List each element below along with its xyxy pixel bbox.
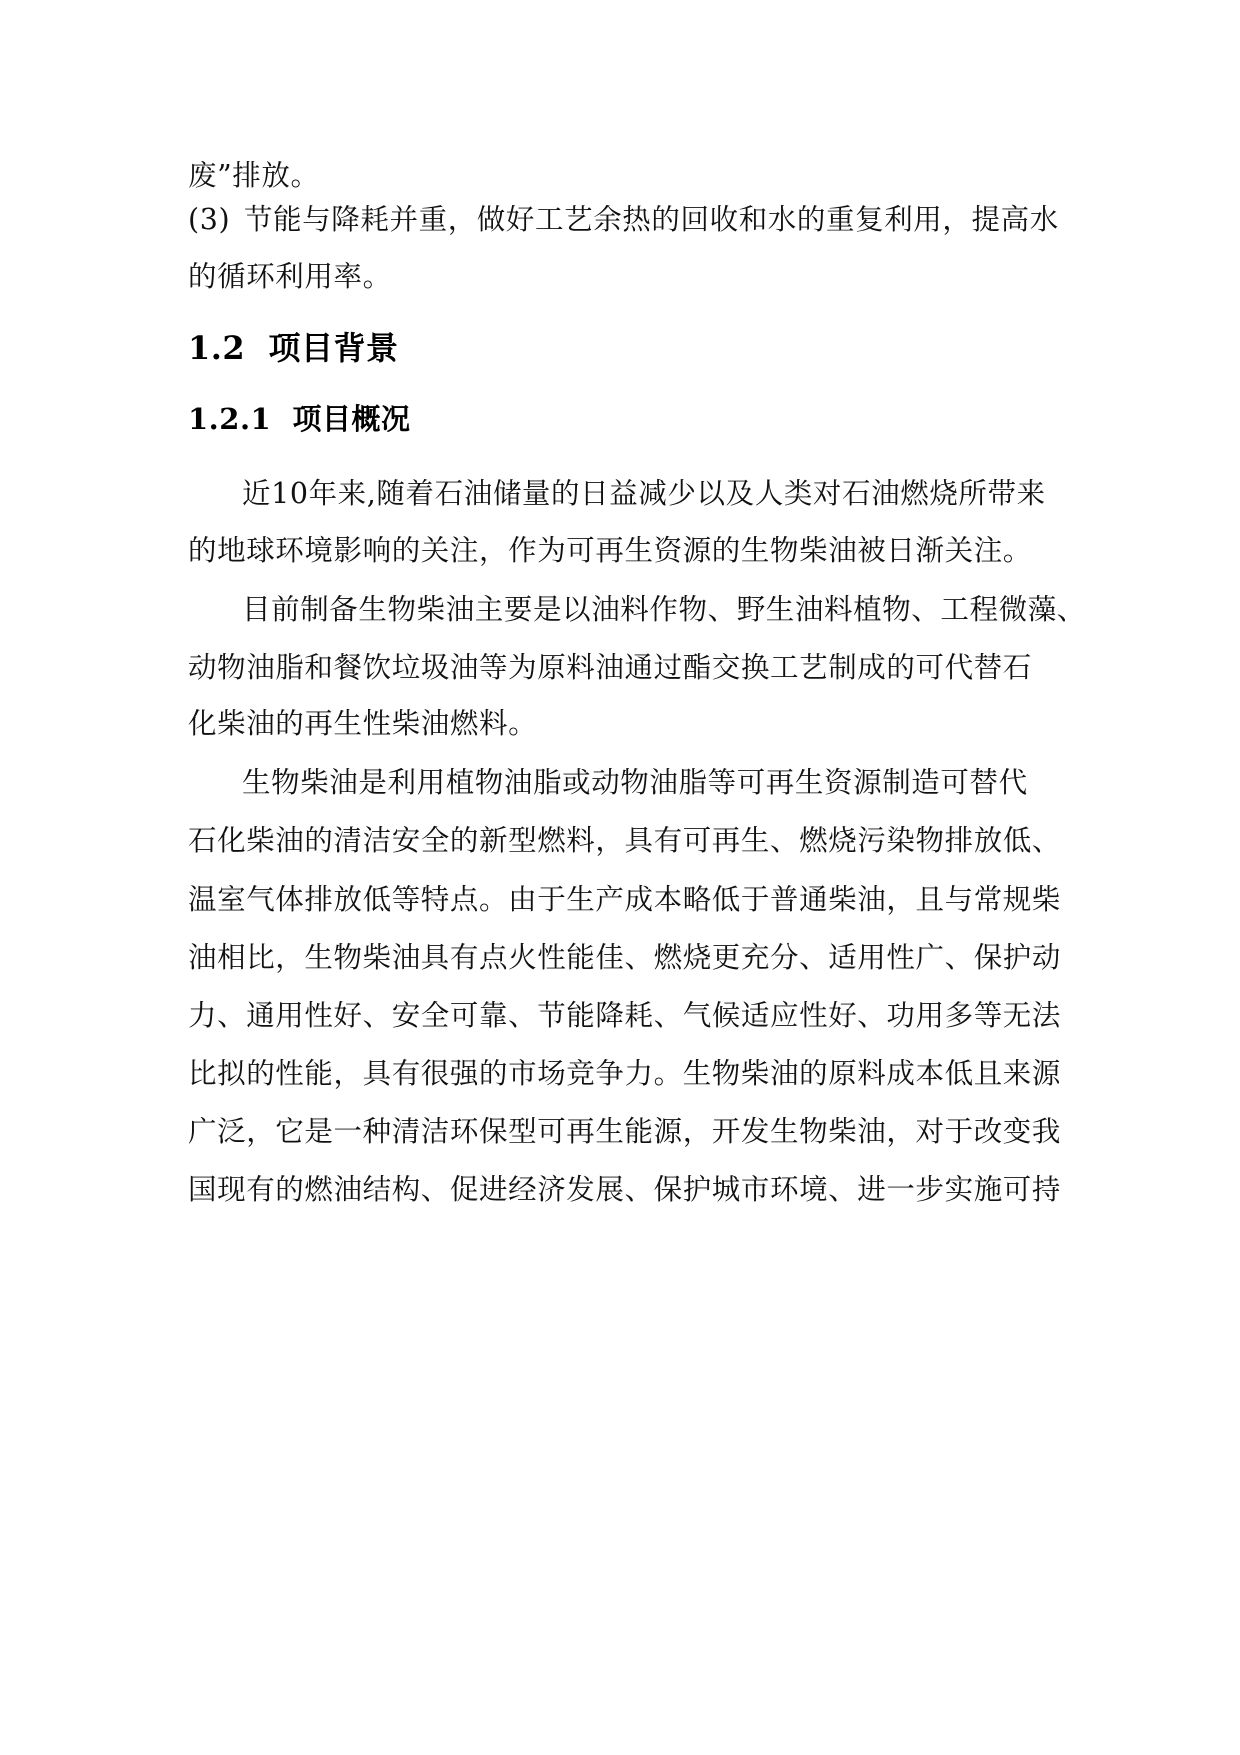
paragraph-line: 的地球环境影响的关注，作为可再生资源的生物柴油被日渐关注。	[188, 534, 1032, 567]
paragraph-line: 广泛，它是一种清洁环保型可再生能源，开发生物柴油，对于改变我	[188, 1115, 1062, 1148]
paragraph-line: 国现有的燃油结构、促进经济发展、保护城市环境、进一步实施可持	[188, 1173, 1062, 1206]
list-item-text: 节能与降耗并重，做好工艺余热的回收和水的重复利用，提高水	[244, 203, 1059, 236]
paragraph-line: 目前制备生物柴油主要是以油料作物、野生油料植物、工程微藻、	[242, 593, 1086, 626]
section-heading-1-2-1	[188, 399, 410, 439]
section-heading-1-2	[188, 326, 398, 370]
section-title: 项目背景	[268, 329, 399, 367]
section-number: 1.2	[188, 329, 246, 367]
paragraph-line: 石化柴油的清洁安全的新型燃料，具有可再生、燃烧污染物排放低、	[188, 824, 1062, 857]
paragraph-line: 废”排放。	[188, 159, 320, 192]
list-item-3-line	[188, 200, 1059, 240]
list-item-3-continuation: 的循环利用率。	[188, 260, 392, 293]
paragraph-line: 油相比，生物柴油具有点火性能佳、燃烧更充分、适用性广、保护动	[188, 941, 1062, 974]
paragraph-line: 化柴油的再生性柴油燃料。	[188, 707, 538, 740]
paragraph-line: 温室气体排放低等特点。由于生产成本略低于普通柴油，且与常规柴	[188, 883, 1062, 916]
paragraph-line: 近10年来,随着石油储量的日益减少以及人类对石油燃烧所带来	[242, 477, 1046, 510]
list-marker: (3)	[188, 203, 231, 236]
section-title: 项目概况	[292, 402, 411, 436]
section-number: 1.2.1	[188, 402, 272, 436]
paragraph-line: 比拟的性能，具有很强的市场竞争力。生物柴油的原料成本低且来源	[188, 1057, 1062, 1090]
paragraph-line: 动物油脂和餐饮垃圾油等为原料油通过酯交换工艺制成的可代替石	[188, 651, 1032, 684]
paragraph-line: 生物柴油是利用植物油脂或动物油脂等可再生资源制造可替代	[242, 766, 1028, 799]
paragraph-line: 力、通用性好、安全可靠、节能降耗、气候适应性好、功用多等无法	[188, 999, 1062, 1032]
